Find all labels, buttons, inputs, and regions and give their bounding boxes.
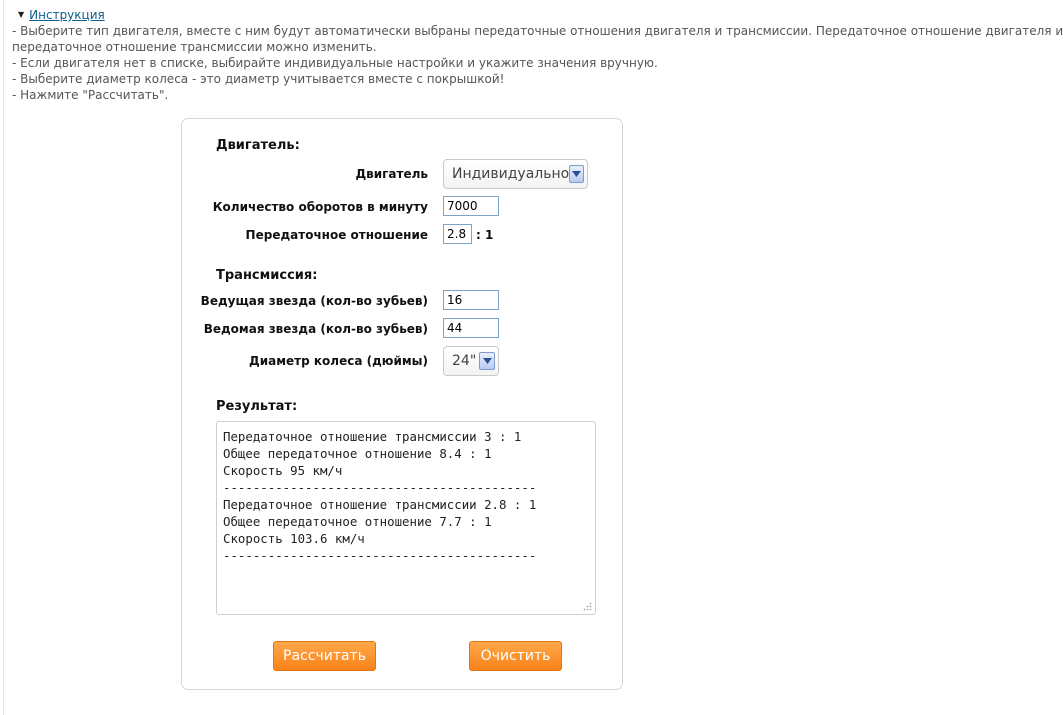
instruction-line: - Выберите диаметр колеса - это диаметр учитывается вместе с покрышкой!	[12, 72, 505, 86]
result-heading: Результат:	[216, 399, 298, 414]
engine-heading: Двигатель:	[216, 138, 300, 153]
left-border	[3, 0, 4, 715]
instructions-link[interactable]: Инструкция	[29, 8, 105, 22]
engine-label: Двигатель	[355, 167, 428, 181]
result-text: Передаточное отношение трансмиссии 3 : 1 Общее передаточное отношение 8.4 : 1 Скорость 95 км/ч ------------------------------------------ Передаточное отношение трансмиссии 2.8 : 1 Общее передаточное отношение 7.7 : 1 Скорость 103.6 км/ч ------------------------------------------	[223, 429, 537, 563]
collapse-triangle-icon[interactable]: ▼	[18, 10, 25, 19]
transmission-heading: Трансмиссия:	[216, 268, 318, 283]
dropdown-arrow-icon[interactable]	[479, 352, 495, 370]
instruction-line: - Если двигателя нет в списке, выбирайте индивидуальные настройки и укажите значения вручную.	[12, 56, 658, 70]
drive-sprocket-label: Ведущая звезда (кол-во зубьев)	[200, 294, 428, 308]
driven-sprocket-label: Ведомая звезда (кол-во зубьев)	[203, 322, 428, 336]
calculate-button[interactable]: Рассчитать	[273, 641, 376, 671]
calculator-panel	[181, 118, 623, 690]
instruction-line: - Выберите тип двигателя, вместе с ним будут автоматически выбраны передаточные отношения двигателя и трансмиссии. Передаточное отношение двигателя и	[12, 24, 1063, 38]
instructions-block	[12, 7, 1063, 103]
instruction-line: передаточное отношение трансмиссии можно изменить.	[12, 40, 377, 54]
clear-button[interactable]: Очистить	[469, 641, 562, 671]
instructions-header[interactable]	[12, 7, 698, 23]
wheel-diameter-select[interactable]	[443, 346, 499, 376]
driven-sprocket-input[interactable]: 44	[443, 318, 499, 338]
engine-ratio-suffix: : 1	[476, 228, 494, 242]
dropdown-arrow-icon[interactable]	[569, 165, 584, 183]
engine-select[interactable]	[443, 159, 588, 189]
resize-grip-icon[interactable]	[582, 601, 592, 611]
result-textarea[interactable]	[216, 421, 596, 615]
engine-select-value: Индивидуально	[452, 166, 570, 182]
wheel-diameter-value: 24"	[452, 353, 477, 369]
wheel-diameter-label: Диаметр колеса (дюймы)	[249, 354, 428, 368]
engine-ratio-input[interactable]: 2.8	[443, 224, 472, 244]
drive-sprocket-input[interactable]: 16	[443, 290, 499, 310]
rpm-label: Количество оборотов в минуту	[212, 200, 428, 214]
instruction-line: - Нажмите "Рассчитать".	[12, 88, 169, 102]
engine-ratio-label: Передаточное отношение	[245, 228, 428, 242]
rpm-input[interactable]: 7000	[443, 196, 499, 216]
